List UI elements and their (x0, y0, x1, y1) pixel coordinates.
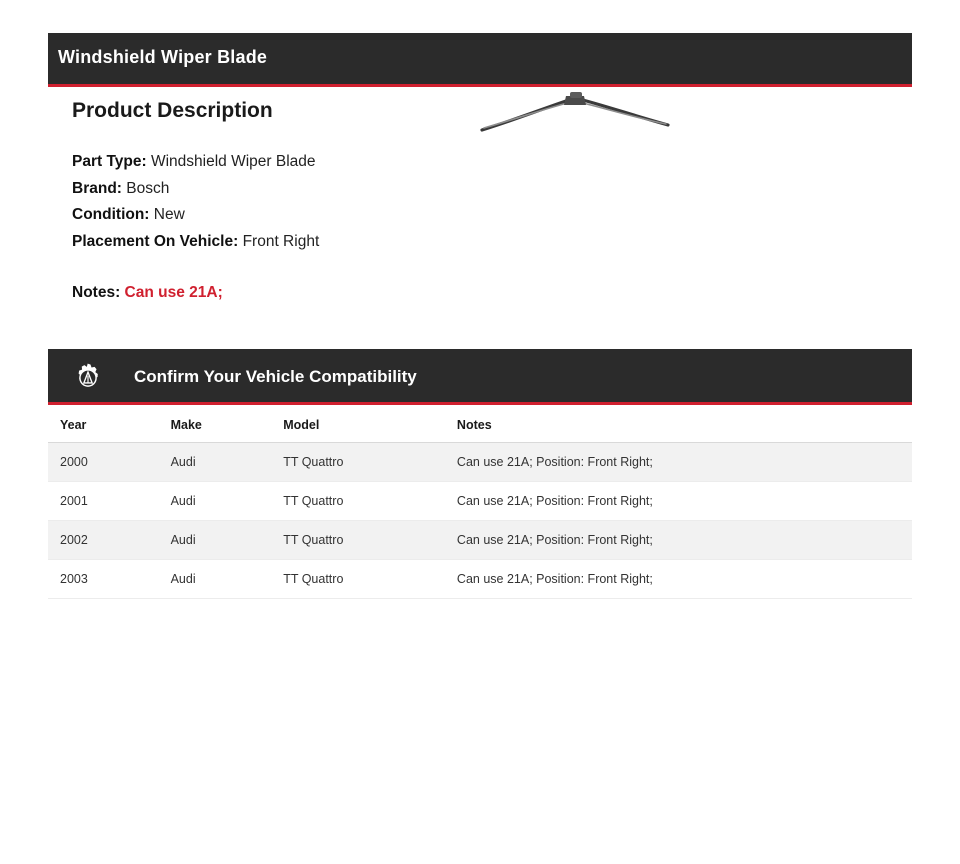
compatibility-title: Confirm Your Vehicle Compatibility (134, 367, 417, 386)
compatibility-table (48, 408, 912, 599)
cell-make: Audi (171, 521, 284, 560)
cell-notes: Can use 21A; Position: Front Right; (457, 443, 912, 482)
product-notes (72, 282, 572, 304)
spec-label: Brand: (72, 179, 122, 197)
product-description-heading: Product Description (72, 99, 273, 122)
spec-row-part-type (72, 149, 572, 176)
cell-year: 2001 (48, 482, 171, 521)
column-header-year: Year (48, 408, 171, 443)
spec-label: Placement On Vehicle: (72, 232, 239, 250)
spec-value: New (153, 206, 185, 223)
product-notes-value: Can use 21A; (124, 284, 223, 301)
cell-model: TT Quattro (283, 443, 457, 482)
product-title-bar (48, 33, 912, 87)
spec-row-condition (72, 202, 572, 229)
compatibility-header-bar (48, 349, 912, 405)
cell-year: 2000 (48, 443, 171, 482)
wiper-blade-illustration (480, 90, 670, 140)
cell-notes: Can use 21A; Position: Front Right; (457, 521, 912, 560)
page-title: Windshield Wiper Blade (58, 47, 268, 67)
cell-year: 2003 (48, 560, 171, 599)
table-row (48, 482, 912, 521)
spec-row-brand (72, 176, 572, 203)
column-header-make: Make (171, 408, 284, 443)
column-header-notes: Notes (457, 408, 912, 443)
spec-value: Front Right (242, 232, 320, 250)
product-notes-label: Notes: (72, 284, 121, 301)
product-spec-list (72, 149, 572, 255)
cell-make: Audi (171, 560, 284, 599)
cell-make: Audi (171, 482, 284, 521)
cell-make: Audi (171, 443, 284, 482)
cell-model: TT Quattro (283, 521, 457, 560)
cell-model: TT Quattro (283, 482, 457, 521)
spec-label: Condition: (72, 206, 150, 223)
spec-row-placement (72, 229, 572, 256)
spec-label: Part Type: (72, 153, 147, 170)
cell-model: TT Quattro (283, 560, 457, 599)
cell-notes: Can use 21A; Position: Front Right; (457, 482, 912, 521)
table-row (48, 443, 912, 482)
spec-value: Windshield Wiper Blade (150, 153, 316, 170)
table-row (48, 560, 912, 599)
spec-value: Bosch (126, 179, 170, 197)
table-header-row (48, 408, 912, 443)
cell-notes: Can use 21A; Position: Front Right; (457, 560, 912, 599)
gear-icon (70, 360, 106, 396)
column-header-model: Model (283, 408, 457, 443)
cell-year: 2002 (48, 521, 171, 560)
table-row (48, 521, 912, 560)
